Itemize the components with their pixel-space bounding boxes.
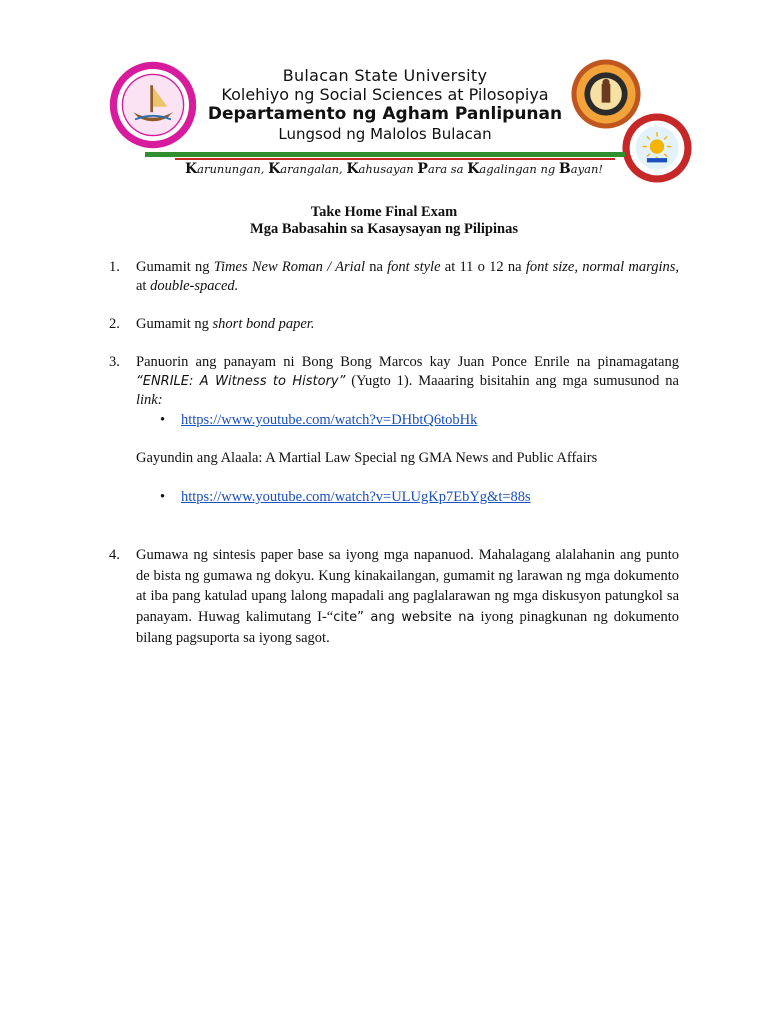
item-text-italic: Times New Roman / Arial (213, 259, 365, 275)
item-text: Gayundin ang Alaala: A Martial Law Special ng GMA News and Public Affairs (136, 450, 598, 466)
item-number: 1. (109, 259, 120, 275)
motto-initial: K (185, 161, 198, 177)
college-name: Kolehiyo ng Social Sciences at Pilosopiya (221, 85, 549, 104)
motto-initial: P (417, 161, 428, 177)
link-bullet-2 (109, 488, 679, 507)
motto-initial: B (558, 161, 571, 177)
item-text-italic: short bond paper. (212, 316, 315, 332)
instructions-list (109, 258, 679, 649)
instruction-item-3 (109, 353, 679, 410)
city-name: Lungsod ng Malolos Bulacan (278, 125, 492, 143)
letterhead (0, 0, 768, 200)
item-text: (Yugto 1). Maaaring bisitahin ang mga sumusunod na (345, 373, 679, 389)
item-text: at (136, 278, 151, 294)
item-text-italic: “ENRILE: A Witness to History” (136, 374, 346, 389)
letterhead-green-rule (145, 152, 625, 157)
exam-title-line-1: Take Home Final Exam (310, 204, 458, 220)
item-text: Panuorin ang panayam ni Bong Bong Marcos kay Juan Ponce Enrile na pinamagatang (136, 354, 679, 370)
item-text-italic: link: (136, 392, 163, 408)
item-text: na (364, 259, 388, 275)
bullet-icon: • (160, 489, 166, 505)
instruction-item-1 (109, 258, 679, 296)
instruction-item-4 (109, 545, 679, 649)
motto-initial: K (268, 161, 281, 177)
exam-title-line-2: Mga Babasahin sa Kasaysayan ng Pilipinas (250, 221, 518, 237)
motto-initial: K (467, 161, 480, 177)
motto-initial: K (346, 161, 359, 177)
bullet-icon: • (160, 412, 166, 428)
item-text-italic: double-spaced. (150, 278, 239, 294)
department-seal-logo (108, 60, 198, 150)
university-name: Bulacan State University (282, 66, 488, 85)
item-text: at 11 o 12 na (440, 259, 526, 275)
motto-word: arunungan, (197, 162, 269, 176)
motto-word: arangalan, (280, 162, 347, 176)
motto (185, 161, 625, 177)
item-text: Gumamit ng (136, 259, 214, 275)
letterhead-red-rule (175, 158, 615, 160)
additional-source-text (82, 449, 679, 468)
exam-title (0, 204, 768, 238)
link-bullet-1 (109, 411, 679, 430)
item-number: 3. (109, 354, 120, 370)
motto-word: agalingan ng (479, 162, 559, 176)
item-text-sans: cite” ang website na (333, 609, 475, 625)
item-text: Gumamit ng (136, 316, 213, 332)
letterhead-text (200, 66, 570, 143)
motto-word: ayan! (570, 162, 603, 176)
item-text: Gumawa ng sintesis paper base sa iyong mga napanuod. Mahalagang alalahanin ang punto de bista ng gumawa ng dokyu. Kung kinakailangan, gumamit ng larawan ng mga dokumento at iba pang katulad upang lalong mapadali ang paglalarawan ng mga diskusyon patungkol sa panayam. Huwag kalimutang I-“ (136, 547, 679, 625)
item-text-italic: font style (387, 259, 441, 275)
instruction-item-2 (109, 315, 679, 334)
item-text-italic: font size, normal margins, (525, 259, 679, 275)
item-text: iyong pinagkunan ng dokumento bilang pagsuporta sa iyong sagot. (136, 608, 679, 646)
motto-word: ahusayan (358, 162, 418, 176)
motto-word: ara sa (427, 162, 468, 176)
item-number: 4. (109, 547, 120, 563)
youtube-link-1[interactable]: https://www.youtube.com/watch?v=DHbtQ6tobHk (181, 412, 478, 428)
college-seal-logo (621, 112, 693, 184)
item-number: 2. (109, 316, 120, 332)
department-name: Departamento ng Agham Panlipunan (207, 104, 563, 124)
youtube-link-2[interactable]: https://www.youtube.com/watch?v=ULUgKp7EbYg&t=88s (181, 489, 531, 505)
